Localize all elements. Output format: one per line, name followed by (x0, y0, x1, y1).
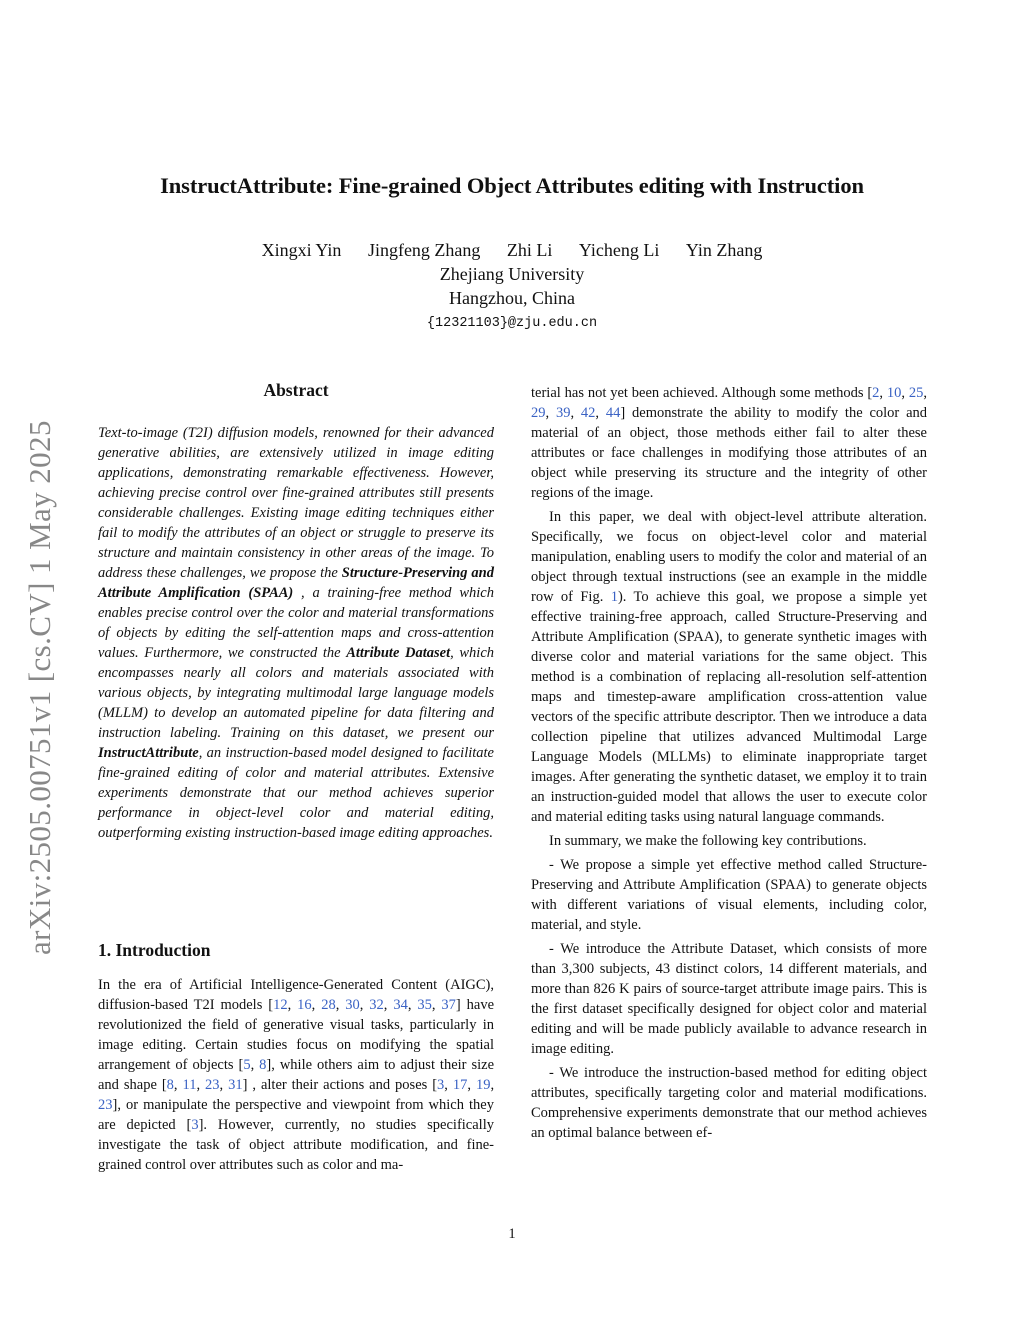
paper-title: InstructAttribute: Fine-grained Object Attributes editing with Instruction (160, 173, 864, 198)
citation-link[interactable]: 10 (886, 385, 902, 401)
location: Hangzhou, China (449, 288, 575, 308)
citation-link[interactable]: 32 (369, 997, 384, 1013)
page-number: 1 (508, 1226, 516, 1242)
paragraph (531, 507, 927, 827)
author-name: Jingfeng Zhang (367, 240, 481, 260)
arxiv-stamp[interactable]: arXiv:2505.00751v1 [cs.CV] 1 May 2025 (22, 420, 57, 955)
citation-link[interactable]: 17 (452, 1077, 468, 1093)
citation-link[interactable]: 23 (98, 1097, 113, 1113)
contribution-item: - We introduce the instruction-based method for editing object attributes, specifically targeting color and material modifications. Comprehensive experiments demonstrate that our method achieves an optimal balance between ef- (531, 1065, 927, 1141)
author-name: Xingxi Yin (261, 240, 342, 260)
body-text: ). To achieve this goal, we propose a simple yet effective training-free approach, called Structure-Preserving and Attribute Amplification (SPAA), to generate synthetic images with diverse color and material variations for the same object. This method is a combination of replacing all-resolution self-attention maps and timestep-aware amplification cross-attention value vectors of the specific attribute descriptor. Then we introduce a data collection pipeline that utilizes advanced Multimodal Large Language Models (MLLMs) to eliminate inappropriate target images. After generating the synthetic dataset, we employ it to train an instruction-guided model that allows the user to execute color and material editing tasks using natural language commands. (531, 589, 927, 825)
abstract-text: , an instruction-based model designed to facilitate fine-grained editing of color and material attributes. Extensive experiments demonstrate that our method achieves superior performance in object-level color and material editing, outperforming existing instruction-based image editing approaches. (98, 745, 494, 841)
model-term: InstructAttribute (98, 745, 199, 761)
author-name: Zhi Li (506, 240, 553, 260)
citation-link[interactable]: 8 (166, 1077, 174, 1093)
citation-link[interactable]: 19 (475, 1077, 491, 1093)
author-name: Yicheng Li (578, 240, 660, 260)
citation-link[interactable]: 25 (908, 385, 924, 401)
citation-link[interactable]: 30 (345, 997, 360, 1013)
dataset-term: Attribute Dataset (346, 645, 451, 661)
intro-text: ] , alter their actions and poses [ (242, 1077, 438, 1093)
paragraph: In summary, we make the following key contributions. (549, 833, 867, 849)
citation-link[interactable]: 2 (872, 385, 880, 401)
body-text: In this paper, we deal with object-level attribute alteration. Specifically, we focus on object-level color and material manipulation, enabling users to modify the color and material of an object through textual instructions (see an example in the middle row of Fig. (531, 509, 927, 605)
intro-text: In the era of Artificial Intelligence-Generated Content (AIGC), diffusion-based T2I models [ (98, 977, 494, 1013)
paragraph: terial has not yet been achieved. Although some methods [2, 10, 25, 29, 39, 42, 44] demonstrate the ability to modify the color and material of an object, those methods either fail to alter these attributes or face challenges in modifying those attributes of an object while preserving its structure and the integrity of other regions of the image. (531, 385, 928, 501)
body-text: terial has not yet been achieved. Although some methods [ (531, 385, 873, 401)
citation-link[interactable]: 39 (555, 405, 571, 421)
abstract-heading: Abstract (263, 380, 329, 400)
author-name: Yin Zhang (685, 240, 763, 260)
citation-link[interactable]: 11 (182, 1077, 197, 1093)
figure-link[interactable]: 1 (610, 589, 618, 605)
body-text: ] demonstrate the ability to modify the color and material of an object, those methods either fail to alter these attributes or face challenges in modifying those attributes of an object while preserving its structure and the integrity of other regions of the image. (531, 405, 928, 501)
citation-link[interactable]: 42 (580, 405, 596, 421)
citation-link[interactable]: 44 (605, 405, 621, 421)
citation-link[interactable]: 8 (259, 1057, 267, 1073)
contribution-item: - We introduce the Attribute Dataset, which consists of more than 3,300 subjects, 43 distinct colors, 14 different materials, and more than 826 K pairs of source-target attribute image pairs. This is the first dataset specifically designed for object color and material editing and will be made publicly available to advance research in image editing. (531, 941, 927, 1057)
author-list (100, 240, 924, 261)
citation-link[interactable]: 12 (273, 997, 288, 1013)
citation-link[interactable]: 28 (321, 997, 336, 1013)
citation-link[interactable]: 35 (417, 997, 432, 1013)
introduction-body: In the era of Artificial Intelligence-Generated Content (AIGC), diffusion-based T2I models [12, 16, 28, 30, 32, 34, 35, 37] have revolutionized the field of generative visual tasks, particularly in image editing. Certain studies focus on modifying the spatial arrangement of objects [5, 8], while others aim to adjust their size and shape [8, 11, 23, 31] , alter their actions and poses [3, 17, 19, 23], or manipulate the perspective and viewpoint from which they are depicted [3]. However, currently, no studies specifically investigate the task of object attribute modification, and fine-grained control over attributes such as color and ma- (98, 977, 495, 1173)
citation-link[interactable]: 31 (228, 1077, 243, 1093)
citation-link[interactable]: 34 (393, 997, 408, 1013)
right-column-body (531, 383, 927, 1143)
intro-text: ], or manipulate the perspective and viewpoint from which they are depicted [ (98, 1097, 494, 1133)
author-email[interactable]: {12321103}@zju.edu.cn (426, 316, 598, 331)
citation-link[interactable]: 16 (297, 997, 312, 1013)
citation-link[interactable]: 5 (243, 1057, 251, 1073)
section-heading-introduction: 1. Introduction (98, 940, 211, 960)
citation-link[interactable]: 3 (437, 1077, 445, 1093)
abstract-text: Text-to-image (T2I) diffusion models, renowned for their advanced generative abilities, are extensively utilized in image editing applications, demonstrating remarkable effectiveness. However, achieving precise control over fine-grained attributes still presents considerable challenges. Existing image editing techniques either fail to modify the attributes of an object or struggle to preserve its structure and maintain consistency in other areas of the image. To address these challenges, we propose the (98, 425, 494, 581)
contribution-item: - We propose a simple yet effective method called Structure-Preserving and Attribute Amplification (SPAA) to generate objects with different variations of visual elements, including color, material, and style. (531, 857, 927, 933)
abstract-text: , a training-free method which enables precise control over the color and material transformations of objects by editing the self-attention maps and cross-attention values. Furthermore, we constructed the (98, 585, 494, 661)
intro-text: ] have revolutionized the field of generative visual tasks, particularly in image editing. Certain studies focus on modifying the spatial arrangement of objects [ (98, 997, 495, 1073)
citation-link[interactable]: 3 (191, 1117, 199, 1133)
intro-text: ], while others aim to adjust their size and shape [ (98, 1057, 495, 1093)
citation-link[interactable]: 23 (205, 1077, 220, 1093)
abstract-body (98, 423, 494, 843)
spaa-term: Structure-Preserving and Attribute Amplification (SPAA) (98, 565, 494, 601)
intro-text: ]. However, currently, no studies specifically investigate the task of object attribute modification, and fine-grained control over attributes such as color and ma- (98, 1117, 494, 1173)
citation-link[interactable]: 37 (441, 997, 456, 1013)
affiliation: Zhejiang University (439, 264, 585, 284)
citation-link[interactable]: 29 (531, 405, 546, 421)
abstract-text: , which encompasses nearly all colors and materials associated with various objects, by integrating multimodal large language models (MLLM) to develop an automated pipeline for data filtering and instruction labeling. Training on this dataset, we present our (98, 645, 494, 741)
